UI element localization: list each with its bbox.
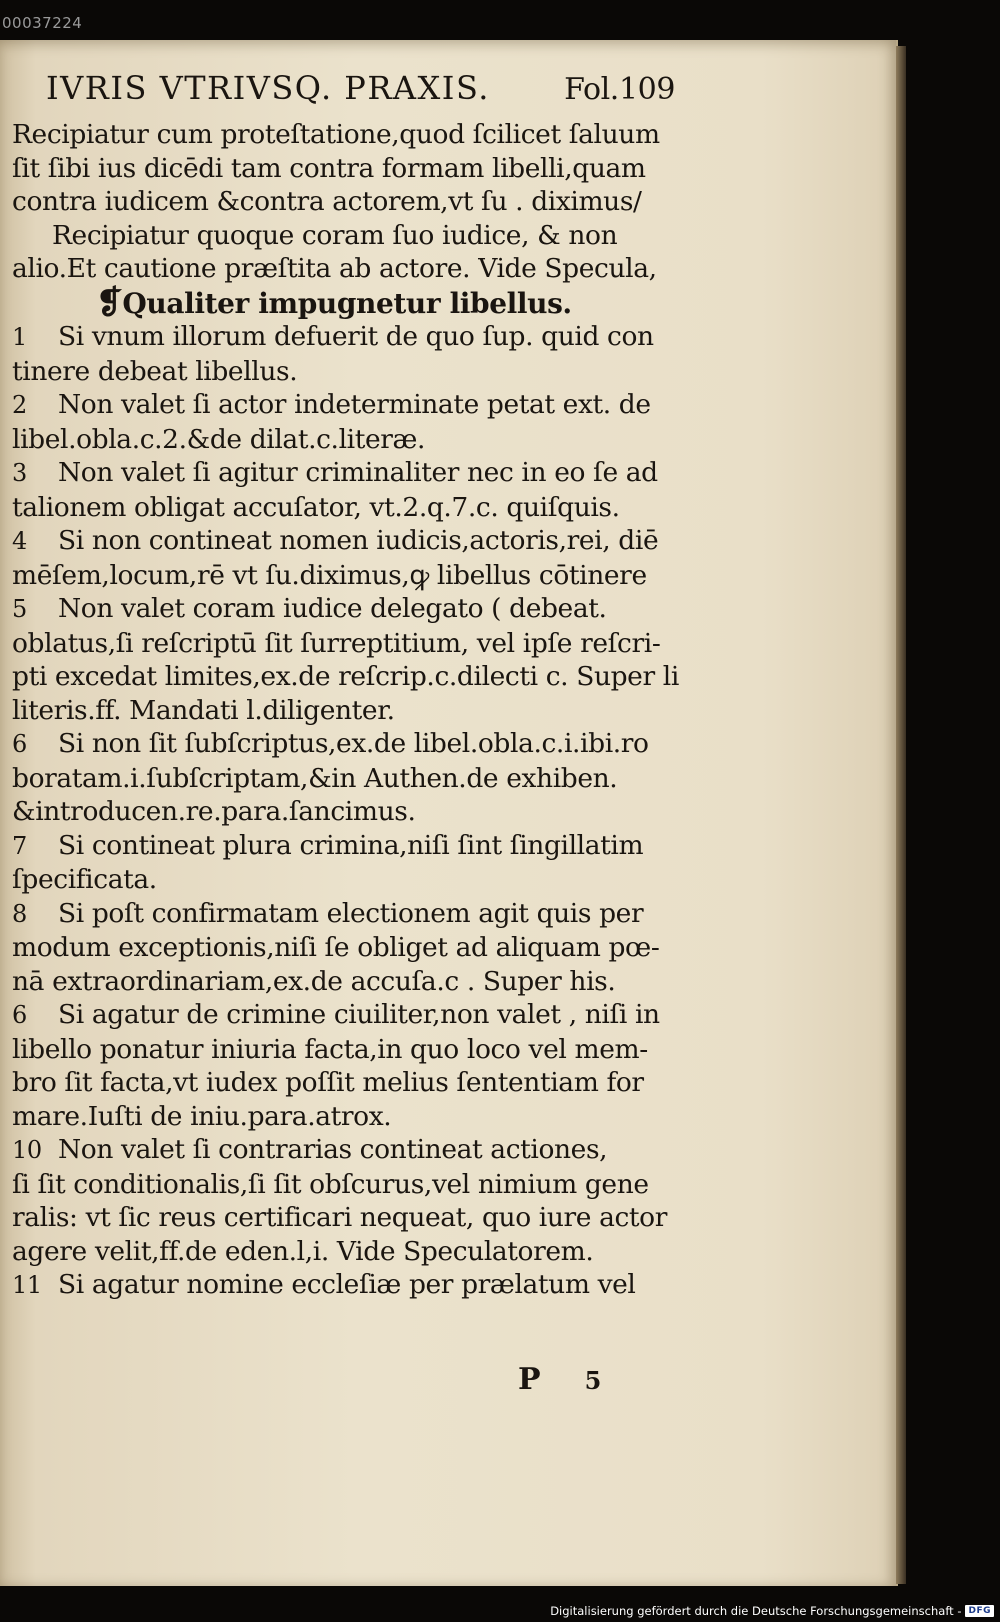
scan-id-label: 00037224 xyxy=(2,14,83,32)
item-text: ſi ſit conditionalis,ſi ſit obſcurus,vel nimium gene xyxy=(12,1168,649,1200)
list-item-line xyxy=(12,694,677,728)
item-text: nā extraordinariam,ex.de accuſa.c . Super his. xyxy=(12,965,616,997)
list-item-line xyxy=(12,355,677,389)
catchword xyxy=(518,1362,601,1397)
list-item-line xyxy=(12,491,677,525)
item-number: 3 xyxy=(12,459,27,487)
item-number: 6 xyxy=(12,730,27,758)
list-item-line xyxy=(12,423,677,457)
item-text: pti excedat limites,ex.de reſcrip.c.dilecti c. Super li xyxy=(12,661,679,692)
page-text xyxy=(12,69,679,1303)
list-item-line xyxy=(12,1133,677,1168)
item-text: agere velit,ff.de eden.l,i. Vide Speculatorem. xyxy=(12,1235,594,1267)
item-text: Si poſt confirmatam electionem agit quis per xyxy=(58,897,644,929)
item-list xyxy=(12,320,677,1303)
list-item-line xyxy=(12,627,677,661)
item-text: talionem obligat accuſator, vt.2.q.7.c. quiſquis. xyxy=(12,491,620,523)
item-number: 4 xyxy=(12,527,27,555)
footer-credit: Digitalisierung gefördert durch die Deutsche Forschungsgemeinschaft - xyxy=(550,1604,962,1618)
item-text: bro ſit facta,vt iudex poſſit melius ſententiam for xyxy=(12,1067,644,1098)
item-text: Si non ſit ſubſcriptus,ex.de libel.obla.c.i.ibi.ro xyxy=(58,728,649,759)
list-item-line xyxy=(12,1033,677,1067)
list-item-line xyxy=(12,965,677,999)
item-text: Si agatur de crimine ciuiliter,non valet , niſi in xyxy=(58,999,660,1030)
item-text: boratam.i.ſubſcriptam,&in Authen.de exhiben. xyxy=(12,762,618,794)
list-item-line xyxy=(12,727,677,762)
list-item-line xyxy=(12,1201,677,1235)
list-item-line xyxy=(12,1168,677,1202)
item-text: oblatus,ſi reſcriptū ſit ſurreptitium, vel ipſe reſcri- xyxy=(12,627,661,659)
item-text: Non valet coram iudice delegato ( debeat. xyxy=(58,593,607,624)
signature-number: 5 xyxy=(584,1366,602,1395)
running-header-title: IVRIS VTRIVSQ. PRAXIS. xyxy=(46,69,490,107)
text-line: contra iudicem &contra actorem,vt ſu . diximus/ xyxy=(12,186,642,217)
list-item-line xyxy=(12,592,677,627)
section-heading-text: Qualiter impugnetur libellus. xyxy=(122,286,572,320)
list-item-line xyxy=(12,1268,677,1303)
list-item-line xyxy=(12,897,677,932)
text-line: Recipiatur quoque coram ſuo iudice, & non xyxy=(52,219,618,251)
list-item-line xyxy=(12,524,677,559)
item-number: 10 xyxy=(12,1136,42,1164)
section-heading xyxy=(12,282,677,321)
list-item-line xyxy=(12,1066,677,1100)
item-text: literis.ff. Mandati l.diligenter. xyxy=(12,694,395,726)
list-item-line xyxy=(12,762,677,796)
list-item-line xyxy=(12,1235,677,1269)
page-edge xyxy=(896,46,906,1584)
pilcrow-icon: ❡ xyxy=(96,282,123,321)
item-text: Si contineat plura crimina,niſi ſint ſingillatim xyxy=(58,829,644,861)
item-number: 5 xyxy=(12,595,27,623)
item-text: ralis: vt ſic reus certificari nequeat, quo iure actor xyxy=(12,1202,668,1233)
list-item-line xyxy=(12,829,677,864)
item-text: mare.Iuſti de iniu.para.atrox. xyxy=(12,1100,392,1132)
list-item-line xyxy=(12,559,677,593)
signature-mark: P xyxy=(518,1362,541,1397)
text-line: alio.Et cautione præſtita ab actore. Vide Specula, xyxy=(12,253,657,284)
item-text: ſpecificata. xyxy=(12,864,157,895)
item-text: Non valet ſi agitur criminaliter nec in eo ſe ad xyxy=(58,457,658,488)
list-item-line xyxy=(12,863,677,897)
item-number: 6 xyxy=(12,1001,27,1029)
dfg-logo-icon: DFG xyxy=(965,1605,994,1617)
item-text: Si vnum illorum defuerit de quo ſup. quid con xyxy=(58,321,654,352)
list-item-line xyxy=(12,660,677,694)
item-text: libel.obla.c.2.&de dilat.c.literæ. xyxy=(12,423,426,455)
item-text: modum exceptionis,niſi ſe obliget ad aliquam pœ- xyxy=(12,932,660,963)
item-text: mēſem,locum,rē vt ſu.diximus,ꝙ libellus cōtinere xyxy=(12,559,647,591)
running-header xyxy=(12,69,677,116)
list-item-line xyxy=(12,1100,677,1134)
digitization-footer xyxy=(550,1604,994,1618)
item-number: 8 xyxy=(12,899,27,928)
list-item-line xyxy=(12,456,677,491)
item-text: Non valet ſi actor indeterminate petat ext. de xyxy=(58,389,651,420)
item-number: 7 xyxy=(12,831,27,860)
item-text: Si non contineat nomen iudicis,actoris,rei, diē xyxy=(58,525,659,556)
item-text: Si agatur nomine eccleſiæ per prælatum vel xyxy=(58,1269,636,1300)
list-item-line xyxy=(12,795,677,829)
item-number: 2 xyxy=(12,391,27,419)
list-item-line xyxy=(12,931,677,965)
list-item-line xyxy=(12,320,677,355)
item-text: tinere debeat libellus. xyxy=(12,355,298,387)
text-line: ſit ſibi ius dicēdi tam contra formam libelli,quam xyxy=(12,152,646,184)
item-number: 1 xyxy=(12,323,27,351)
list-item-line xyxy=(12,388,677,423)
text-line: Recipiatur cum proteſtatione,quod ſcilicet ſaluum xyxy=(12,119,660,150)
item-text: libello ponatur iniuria facta,in quo loco vel mem- xyxy=(12,1033,648,1065)
item-number: 11 xyxy=(12,1271,42,1299)
item-text: &introducen.re.para.ſancimus. xyxy=(12,796,416,827)
item-text: Non valet ſi contrarias contineat actiones, xyxy=(58,1134,608,1165)
list-item-line xyxy=(12,998,677,1033)
folio-number: Fol.109 xyxy=(564,72,675,107)
